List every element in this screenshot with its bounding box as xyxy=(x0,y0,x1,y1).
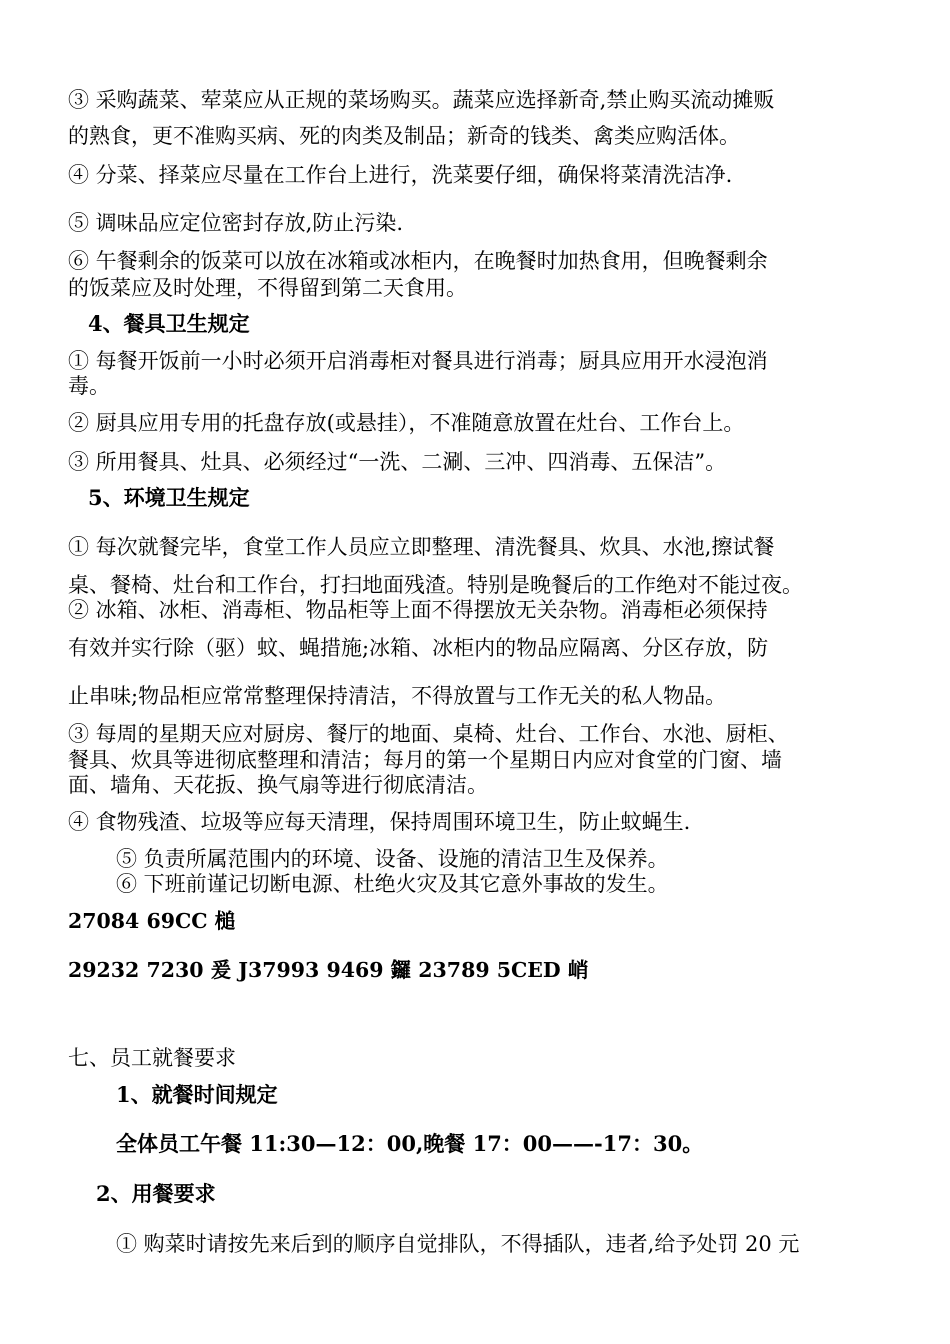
text-line: ① 每餐开饭前一小时必须开启消毒柜对餐具进行消毒；厨具应用开水浸泡消 xyxy=(68,349,768,373)
code-line: 27084 69CC 槌 xyxy=(68,909,236,933)
text-line: ④ 分菜、择菜应尽量在工作台上进行，洗菜要仔细，确保将菜清洗洁净. xyxy=(68,163,733,187)
text-line: ⑥ 下班前谨记切断电源、杜绝火灾及其它意外事故的发生。 xyxy=(116,872,669,896)
text-line: 有效并实行除（驱）蚊、蝇措施;冰箱、冰柜内的物品应隔离、分区存放，防 xyxy=(68,636,769,660)
section-heading: 七、员工就餐要求 xyxy=(68,1046,236,1070)
text-line: ① 每次就餐完毕，食堂工作人员应立即整理、清洗餐具、炊具、水池,擦试餐 xyxy=(68,535,775,559)
section-heading: 5、环境卫生规定 xyxy=(88,485,250,510)
text-line: ③ 所用餐具、灶具、必须经过“一洗、二涮、三冲、四消毒、五保洁”。 xyxy=(68,450,727,474)
subsection-heading: 1、就餐时间规定 xyxy=(116,1082,278,1107)
text-line: ① 购菜时请按先来后到的顺序自觉排队，不得插队，违者,给予处罚 20 元 xyxy=(116,1232,800,1256)
section-heading: 4、餐具卫生规定 xyxy=(88,311,250,336)
text-line: ② 厨具应用专用的托盘存放(或悬挂），不准随意放置在灶台、工作台上。 xyxy=(68,411,745,435)
code-line: 29232 7230 爰 J37993 9469 鑼 23789 5CED 峭 xyxy=(68,958,589,982)
text-line: 止串味;物品柜应常常整理保持清洁，不得放置与工作无关的私人物品。 xyxy=(68,684,727,708)
text-line: ④ 食物残渣、垃圾等应每天清理，保持周围环境卫生，防止蚊蝇生. xyxy=(68,810,691,834)
text-line: ⑤ 调味品应定位密封存放,防止污染. xyxy=(68,211,404,235)
text-line: 餐具、炊具等进彻底整理和清洁；每月的第一个星期日内应对食堂的门窗、墙 xyxy=(68,748,782,772)
text-line: ⑥ 午餐剩余的饭菜可以放在冰箱或冰柜内，在晚餐时加热食用，但晚餐剩余 xyxy=(68,249,768,273)
text-line: ③ 采购蔬菜、荤菜应从正规的菜场购买。蔬菜应选择新奇,禁止购买流动摊贩 xyxy=(68,88,775,112)
subsection-heading: 2、用餐要求 xyxy=(96,1181,216,1206)
text-line: 毒。 xyxy=(68,374,110,398)
text-line: ② 冰箱、冰柜、消毒柜、物品柜等上面不得摆放无关杂物。消毒柜必须保持 xyxy=(68,598,768,622)
text-line: ⑤ 负责所属范围内的环境、设备、设施的清洁卫生及保养。 xyxy=(116,847,669,871)
text-line: ③ 每周的星期天应对厨房、餐厅的地面、桌椅、灶台、工作台、水池、厨柜、 xyxy=(68,722,789,746)
text-line: 面、墙角、天花扳、换气扇等进行彻底清洁。 xyxy=(68,773,488,797)
text-line: 全体员工午餐 11:30—12：00,晚餐 17：00——-17：30。 xyxy=(116,1131,704,1156)
text-line: 桌、餐椅、灶台和工作台，打扫地面残渣。特别是晚餐后的工作绝对不能过夜。 xyxy=(68,573,803,597)
text-line: 的饭菜应及时处理，不得留到第二天食用。 xyxy=(68,276,467,300)
text-line: 的熟食，更不准购买病、死的肉类及制品；新奇的钱类、禽类应购活体。 xyxy=(68,124,740,148)
